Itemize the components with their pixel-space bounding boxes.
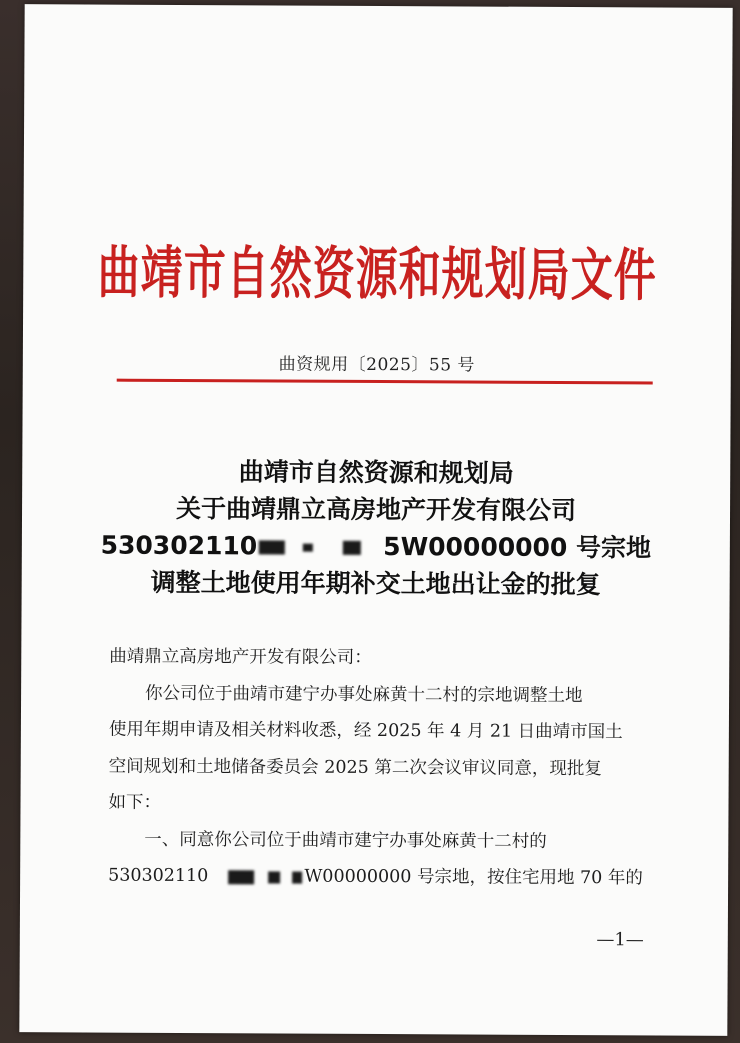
paragraph-1-line-2: 使用年期申请及相关材料收悉，经 2025 年 4 月 21 日曲靖市国土	[108, 719, 623, 743]
document-number: 曲资规用〔2025〕55 号	[278, 354, 476, 376]
addressee: 曲靖鼎立高房地产开发有限公司：	[109, 646, 372, 668]
paragraph-2-line-2	[108, 858, 680, 897]
redaction-mark	[268, 871, 280, 883]
document-subject	[22, 452, 731, 604]
document-body	[108, 639, 681, 897]
subject-line-3	[22, 526, 730, 567]
subject-line-2: 关于曲靖鼎立高房地产开发有限公司	[175, 493, 577, 526]
redaction-mark	[343, 541, 361, 555]
paragraph-1-line-3: 空间规划和土地储备委员会 2025 第二次会议审议同意，现批复	[108, 756, 602, 779]
document-header-title: 曲靖市自然资源和规划局文件	[97, 239, 657, 309]
redaction-mark	[259, 540, 285, 554]
parcel-id-suffix: 5W00000000 号宗地	[383, 532, 652, 563]
redaction-mark	[228, 870, 254, 884]
document-page	[19, 4, 732, 1036]
page-number: —1—	[596, 929, 644, 951]
paragraph-1-line-1: 你公司位于曲靖市建宁办事处麻黄十二村的宗地调整土地	[145, 683, 583, 706]
redaction-mark	[292, 871, 302, 883]
parcel-id-prefix: 530302110	[108, 865, 209, 887]
subject-line-4: 调整土地使用年期补交土地出让金的批复	[150, 567, 601, 600]
parcel-id-prefix: 530302110	[100, 530, 258, 561]
header-divider	[117, 379, 653, 385]
parcel-id-suffix: W00000000 号宗地，按住宅用地 70 年的	[304, 866, 643, 889]
subject-line-1: 曲靖市自然资源和规划局	[238, 457, 514, 488]
paragraph-1-line-4: 如下：	[108, 792, 162, 813]
paragraph-2-line-1: 一、同意你公司位于曲靖市建宁办事处麻黄十二村的	[144, 829, 547, 852]
redaction-mark	[303, 544, 313, 552]
